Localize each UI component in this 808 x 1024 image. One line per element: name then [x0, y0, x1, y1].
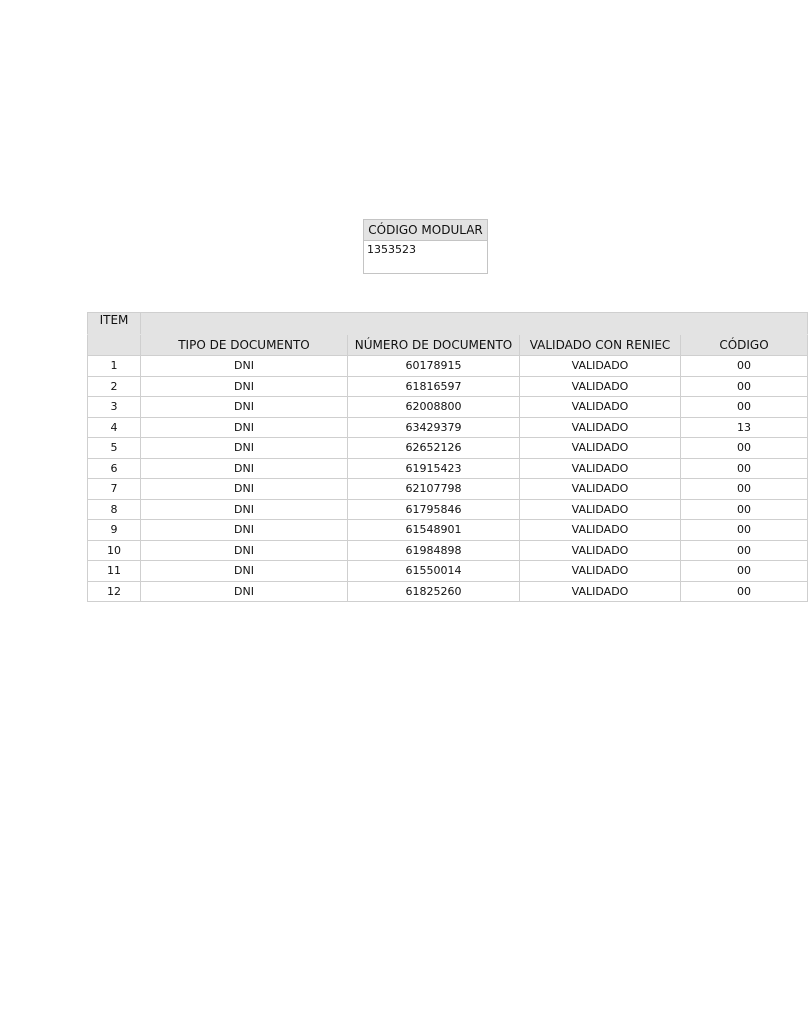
tipo-documento-cell[interactable]: DNI: [141, 520, 348, 541]
codigo-modular-label: CÓDIGO MODULAR: [364, 220, 487, 241]
tipo-documento-cell[interactable]: DNI: [141, 499, 348, 520]
table-row: [88, 438, 808, 459]
tipo-documento-cell[interactable]: DNI: [141, 540, 348, 561]
codigo-cell[interactable]: 00: [681, 356, 808, 377]
numero-documento-cell[interactable]: 61795846: [348, 499, 520, 520]
item-cell[interactable]: 11: [88, 561, 141, 582]
item-cell[interactable]: 3: [88, 397, 141, 418]
group-header-blank: [141, 313, 808, 335]
table-row: [88, 479, 808, 500]
table-row: [88, 540, 808, 561]
students-table: [87, 312, 808, 602]
validado-cell[interactable]: VALIDADO: [520, 458, 681, 479]
validado-cell[interactable]: VALIDADO: [520, 438, 681, 459]
item-cell[interactable]: 4: [88, 417, 141, 438]
item-column-header: ITEM: [88, 313, 141, 335]
codigo-modular-box: [363, 219, 488, 274]
item-cell[interactable]: 6: [88, 458, 141, 479]
codigo-modular-value[interactable]: 1353523: [367, 243, 416, 256]
table-body: [88, 356, 808, 602]
validado-cell[interactable]: VALIDADO: [520, 376, 681, 397]
tipo-documento-cell[interactable]: DNI: [141, 479, 348, 500]
table-row: [88, 376, 808, 397]
validado-cell[interactable]: VALIDADO: [520, 417, 681, 438]
numero-documento-cell[interactable]: 62008800: [348, 397, 520, 418]
codigo-cell[interactable]: 13: [681, 417, 808, 438]
item-cell[interactable]: 8: [88, 499, 141, 520]
numero-documento-cell[interactable]: 61915423: [348, 458, 520, 479]
codigo-cell[interactable]: 00: [681, 499, 808, 520]
validado-cell[interactable]: VALIDADO: [520, 479, 681, 500]
validado-reniec-header: VALIDADO CON RENIEC: [520, 335, 681, 356]
table-column-headers: [88, 335, 808, 356]
item-cell[interactable]: 2: [88, 376, 141, 397]
tipo-documento-cell[interactable]: DNI: [141, 376, 348, 397]
validado-cell[interactable]: VALIDADO: [520, 561, 681, 582]
numero-documento-cell[interactable]: 61825260: [348, 581, 520, 602]
item-cell[interactable]: 9: [88, 520, 141, 541]
numero-documento-cell[interactable]: 61816597: [348, 376, 520, 397]
table-row: [88, 520, 808, 541]
table-row: [88, 397, 808, 418]
numero-documento-cell[interactable]: 61550014: [348, 561, 520, 582]
codigo-cell[interactable]: 00: [681, 438, 808, 459]
codigo-cell[interactable]: 00: [681, 561, 808, 582]
validado-cell[interactable]: VALIDADO: [520, 520, 681, 541]
tipo-documento-cell[interactable]: DNI: [141, 581, 348, 602]
codigo-cell[interactable]: 00: [681, 520, 808, 541]
validado-cell[interactable]: VALIDADO: [520, 397, 681, 418]
codigo-cell[interactable]: 00: [681, 581, 808, 602]
codigo-cell[interactable]: 00: [681, 458, 808, 479]
item-cell[interactable]: 1: [88, 356, 141, 377]
codigo-header: CÓDIGO: [681, 335, 808, 356]
codigo-cell[interactable]: 00: [681, 540, 808, 561]
item-cell[interactable]: 12: [88, 581, 141, 602]
item-column-header-blank: [88, 335, 141, 356]
codigo-cell[interactable]: 00: [681, 376, 808, 397]
numero-documento-cell[interactable]: 61548901: [348, 520, 520, 541]
table-row: [88, 458, 808, 479]
table-row: [88, 417, 808, 438]
tipo-documento-cell[interactable]: DNI: [141, 561, 348, 582]
table-row: [88, 581, 808, 602]
table-super-header: [88, 313, 808, 335]
validado-cell[interactable]: VALIDADO: [520, 581, 681, 602]
codigo-cell[interactable]: 00: [681, 479, 808, 500]
table-row: [88, 356, 808, 377]
validado-cell[interactable]: VALIDADO: [520, 499, 681, 520]
numero-documento-cell[interactable]: 61984898: [348, 540, 520, 561]
tipo-documento-cell[interactable]: DNI: [141, 438, 348, 459]
students-table-viewport: [87, 312, 769, 604]
numero-documento-cell[interactable]: 60178915: [348, 356, 520, 377]
item-cell[interactable]: 7: [88, 479, 141, 500]
codigo-cell[interactable]: 00: [681, 397, 808, 418]
item-cell[interactable]: 10: [88, 540, 141, 561]
table-row: [88, 499, 808, 520]
validado-cell[interactable]: VALIDADO: [520, 540, 681, 561]
validado-cell[interactable]: VALIDADO: [520, 356, 681, 377]
numero-documento-cell[interactable]: 62107798: [348, 479, 520, 500]
item-cell[interactable]: 5: [88, 438, 141, 459]
tipo-documento-cell[interactable]: DNI: [141, 417, 348, 438]
numero-documento-cell[interactable]: 62652126: [348, 438, 520, 459]
numero-documento-cell[interactable]: 63429379: [348, 417, 520, 438]
tipo-documento-header: TIPO DE DOCUMENTO: [141, 335, 348, 356]
tipo-documento-cell[interactable]: DNI: [141, 458, 348, 479]
tipo-documento-cell[interactable]: DNI: [141, 356, 348, 377]
table-row: [88, 561, 808, 582]
tipo-documento-cell[interactable]: DNI: [141, 397, 348, 418]
numero-documento-header: NÚMERO DE DOCUMENTO: [348, 335, 520, 356]
